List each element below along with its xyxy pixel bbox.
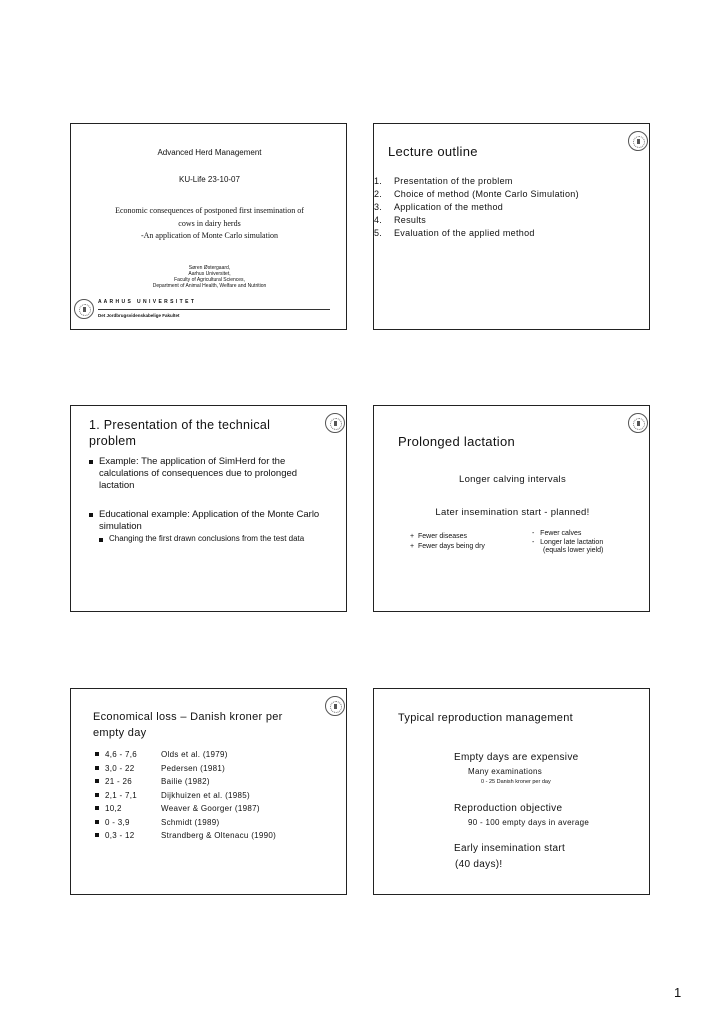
- slide-reproduction-management: [373, 688, 650, 895]
- bullet-list: [89, 456, 329, 492]
- advantage-fewer-diseases: + Fewer diseases: [410, 533, 467, 540]
- slide-heading: Prolonged lactation: [398, 434, 515, 449]
- outline-item: 2. Choice of method (Monte Carlo Simulation): [374, 189, 579, 199]
- disadvantage-fewer-calves: - Fewer calves: [532, 530, 582, 537]
- longer-calving-intervals: Longer calving intervals: [458, 474, 566, 485]
- bullet-educational-example: Educational example: Application of the Monte Carlo simulation: [89, 509, 329, 533]
- slide-prolonged-lactation: [373, 405, 650, 612]
- slide-heading: Lecture outline: [388, 144, 478, 159]
- outline-item: 3. Application of the method: [374, 202, 504, 212]
- affiliation-faculty: Faculty of Agricultural Sciences,: [174, 277, 245, 283]
- disadvantage-longer-late-lactation: - Longer late lactation: [532, 539, 604, 546]
- early-insemination-start: Early insemination start: [454, 843, 566, 854]
- university-seal-icon: [628, 413, 648, 433]
- sub-bullet-list: [99, 534, 329, 544]
- page-number: 1: [674, 985, 682, 1000]
- outline-list: [374, 175, 639, 240]
- course-date: KU-Life 23-10-07: [179, 175, 240, 184]
- cost-per-day: 0 - 25 Danish kroner per day: [481, 779, 551, 785]
- empty-days-expensive: Empty days are expensive: [454, 752, 579, 763]
- presentation-title-line2: cows in dairy herds: [178, 219, 241, 228]
- bullet-simherd-example: Example: The application of SimHerd for the calculations of consequences due to prolonged lactation: [89, 456, 329, 492]
- slide-technical-problem: [70, 405, 347, 612]
- presentation-title-line1: Economic consequences of postponed first insemination of: [115, 206, 304, 215]
- slide-heading: Typical reproduction management: [398, 712, 574, 724]
- reproduction-objective: Reproduction objective: [454, 803, 563, 814]
- university-seal-icon: [74, 299, 94, 319]
- faculty-name: Det Jordbrugsvidenskabelige Fakultet: [98, 313, 180, 318]
- university-seal-icon: [325, 413, 345, 433]
- slide-heading-line1: Economical loss – Danish kroner per: [93, 711, 283, 723]
- many-examinations: Many examinations: [468, 767, 543, 776]
- slide-heading-line1: 1. Presentation of the technical: [89, 418, 271, 432]
- presentation-title-line3: -An application of Monte Carlo simulation: [140, 231, 279, 240]
- bullet-list: [89, 509, 329, 533]
- slide-heading-line2: problem: [89, 434, 137, 448]
- affiliation-university: Aarhus Universitet,: [188, 271, 231, 277]
- outline-item: 5. Evaluation of the applied method: [374, 228, 535, 238]
- empty-days-average: 90 - 100 empty days in average: [468, 818, 590, 827]
- footer-divider: [98, 309, 330, 310]
- slide-title: [70, 123, 347, 330]
- affiliation-department: Department of Animal Health, Welfare and Nutrition: [152, 283, 267, 289]
- disadvantage-lower-yield: (equals lower yield): [543, 547, 604, 554]
- outline-item: 4. Results: [374, 215, 427, 225]
- slide-heading-line2: empty day: [93, 727, 147, 739]
- university-name: A A R H U S U N I V E R S I T E T: [98, 299, 195, 305]
- author-name: Søren Østergaard,: [188, 265, 231, 271]
- course-name: Advanced Herd Management: [157, 148, 262, 157]
- university-seal-icon: [325, 696, 345, 716]
- slide-lecture-outline: [373, 123, 650, 330]
- sub-bullet-conclusions: Changing the first drawn conclusions from the test data: [99, 534, 329, 544]
- outline-item: 1. Presentation of the problem: [374, 176, 513, 186]
- later-insemination-start: Later insemination start - planned!: [435, 507, 590, 518]
- forty-days: (40 days)!: [455, 859, 503, 870]
- university-seal-icon: [628, 131, 648, 151]
- slide-economical-loss: Economical loss – Danish kroner per empty day 4,6 - 7,6 Olds et al. (1979) 3,0 - 22 Pedersen (1981) 21 - 26 Bailie (1982) 2,1 - 7,1 Dijkhuizen et al. (1985) 10,2 Weaver & Goorger (1987) 0 - 3,9 Schmidt (1989) 0,3 - 12 Strandberg & Oltenacu (1990): [70, 688, 347, 895]
- advantage-fewer-dry-days: + Fewer days being dry: [410, 543, 485, 550]
